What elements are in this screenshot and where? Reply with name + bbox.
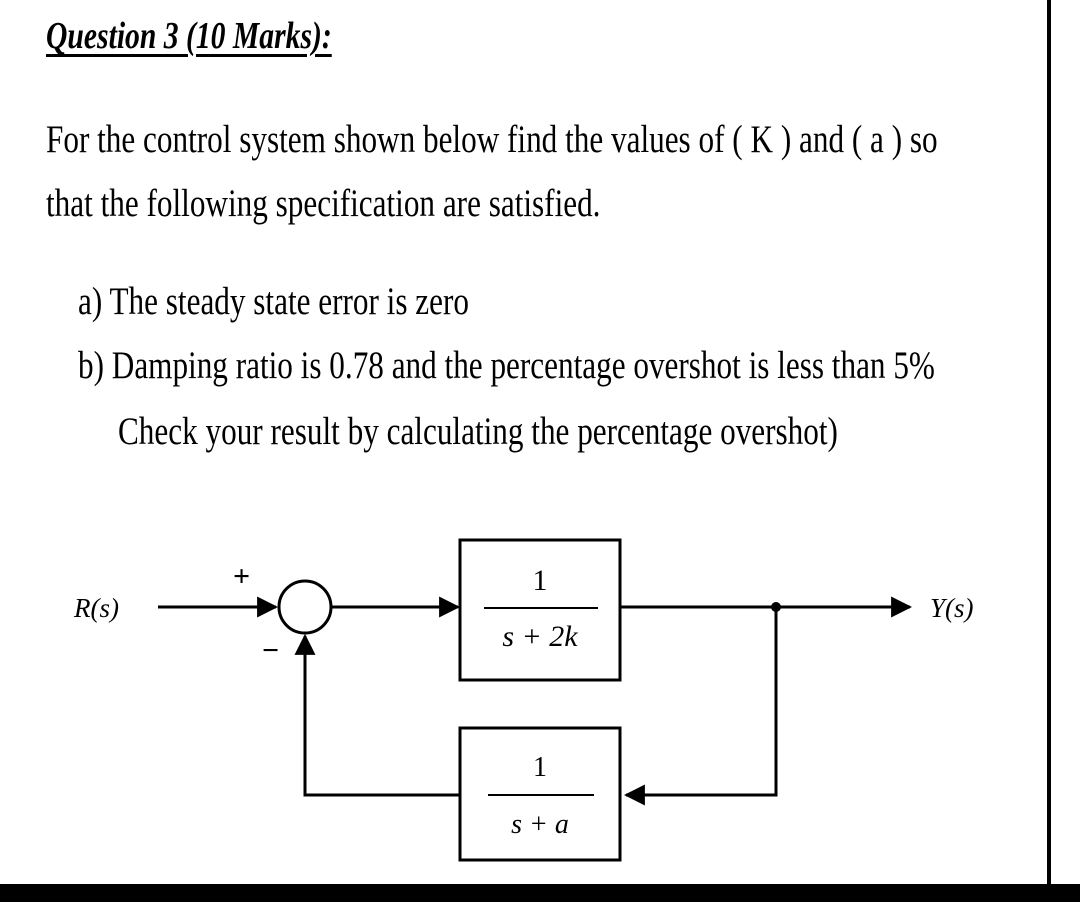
feedback-block	[460, 728, 620, 860]
spec-item-b: b) Damping ratio is 0.78 and the percentage overshot is less than 5%	[78, 344, 935, 387]
forward-block-box	[460, 540, 620, 680]
plus-sign: +	[233, 560, 251, 593]
page-bottom-bar	[0, 884, 1080, 902]
question-intro-line-1: For the control system shown below find the values of ( K ) and ( a ) so	[46, 118, 938, 161]
summing-junction	[279, 581, 331, 633]
forward-block-denominator: s + 2k	[502, 620, 578, 653]
spec-item-b-continued: Check your result by calculating the percentage overshot)	[118, 410, 838, 453]
feedback-block-numerator: 1	[533, 752, 547, 783]
output-label: Y(s)	[930, 593, 974, 623]
input-label: R(s)	[74, 593, 119, 623]
page-right-border	[1047, 0, 1051, 886]
feedback-block-denominator: s + a	[511, 809, 569, 840]
minus-sign: −	[262, 634, 280, 667]
forward-block	[460, 540, 620, 680]
spec-item-a: a) The steady state error is zero	[78, 280, 469, 323]
feedback-path-to-block	[626, 607, 776, 795]
question-intro-line-2: that the following specification are satisfied.	[46, 182, 601, 225]
feedback-path-to-junction	[305, 636, 460, 795]
question-title: Question 3 (10 Marks):	[46, 15, 332, 57]
forward-block-numerator: 1	[532, 564, 548, 597]
block-diagram	[0, 520, 1080, 870]
